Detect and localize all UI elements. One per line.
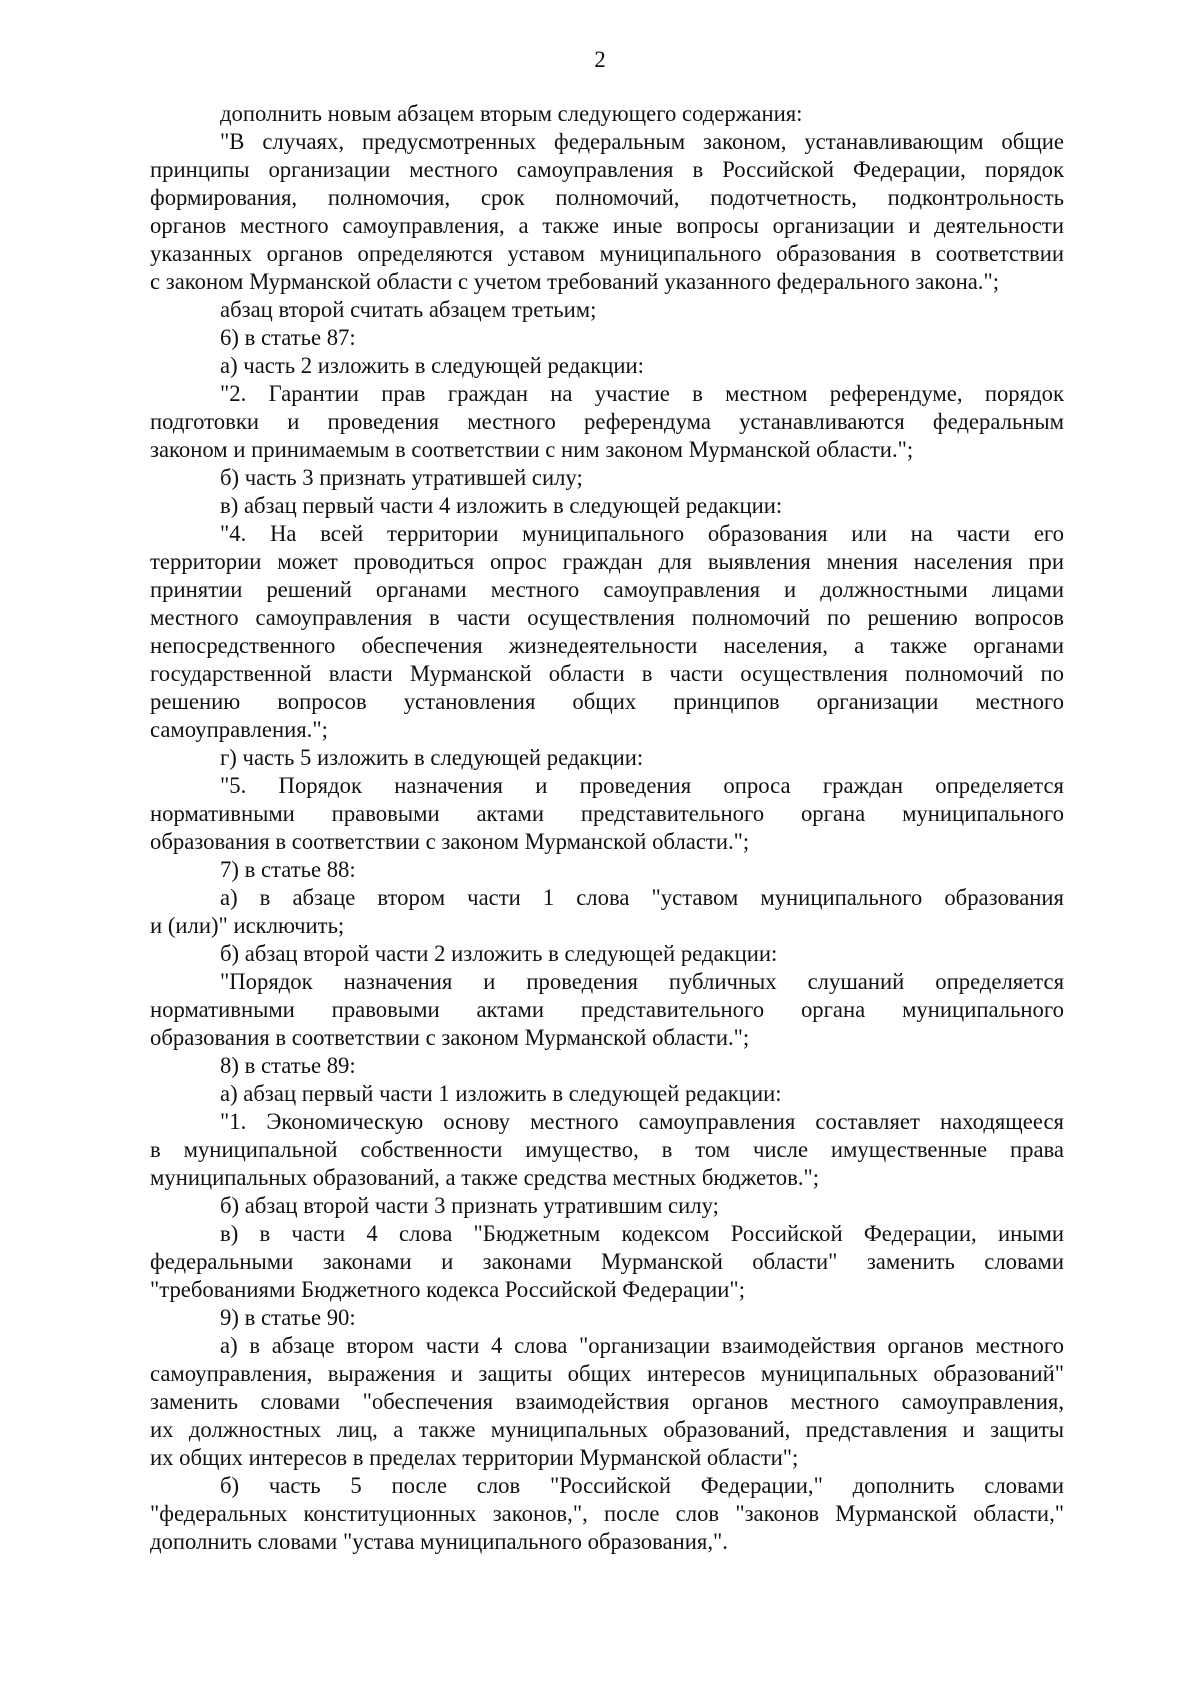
document-paragraph [150, 1108, 1064, 1192]
paragraph-line: территории может проводиться опрос граждан для выявления мнения населения при [150, 549, 1064, 574]
paragraph-line: "2. Гарантии прав граждан на участие в местном референдуме, порядок [220, 381, 1064, 406]
paragraph-line: 6) в статье 87: [220, 325, 356, 350]
document-paragraph [150, 352, 1064, 380]
document-body [150, 100, 1064, 1556]
paragraph-line: "требованиями Бюджетного кодекса Российской Федерации"; [150, 1277, 746, 1302]
paragraph-line: абзац второй считать абзацем третьим; [220, 297, 597, 322]
paragraph-line: б) часть 3 признать утратившей силу; [220, 465, 583, 490]
document-paragraph [150, 520, 1064, 744]
paragraph-line: б) абзац второй части 3 признать утратившим силу; [220, 1193, 719, 1218]
paragraph-line: их общих интересов в пределах территории Мурманской области"; [150, 1445, 799, 1470]
paragraph-line: самоуправления, выражения и защиты общих интересов муниципальных образований" [150, 1361, 1064, 1386]
paragraph-line: а) в абзаце втором части 1 слова "уставом муниципального образования [220, 885, 1064, 910]
paragraph-line: муниципальных образований, а также средства местных бюджетов."; [150, 1165, 820, 1190]
paragraph-line: дополнить новым абзацем вторым следующего содержания: [220, 101, 803, 126]
paragraph-line: "федеральных конституционных законов,", после слов "законов Мурманской области," [150, 1501, 1064, 1526]
paragraph-line: подготовки и проведения местного референдума устанавливаются федеральным [150, 409, 1064, 434]
paragraph-line: "Порядок назначения и проведения публичных слушаний определяется [220, 969, 1064, 994]
paragraph-line: законом и принимаемым в соответствии с ним законом Мурманской области."; [150, 437, 914, 462]
document-paragraph [150, 1052, 1064, 1080]
document-paragraph [150, 324, 1064, 352]
paragraph-line: непосредственного обеспечения жизнедеятельности населения, а также органами [150, 633, 1064, 658]
document-paragraph [150, 940, 1064, 968]
paragraph-line: самоуправления."; [150, 717, 328, 742]
paragraph-line: а) в абзаце втором части 4 слова "организации взаимодействия органов местного [220, 1333, 1064, 1358]
document-paragraph [150, 968, 1064, 1052]
document-paragraph [150, 1080, 1064, 1108]
document-paragraph [150, 100, 1064, 128]
document-paragraph [150, 380, 1064, 464]
paragraph-line: формирования, полномочия, срок полномочий, подотчетность, подконтрольность [150, 185, 1064, 210]
paragraph-line: "1. Экономическую основу местного самоуправления составляет находящееся [220, 1109, 1064, 1134]
paragraph-line: заменить словами "обеспечения взаимодействия органов местного самоуправления, [150, 1389, 1064, 1414]
document-paragraph [150, 772, 1064, 856]
paragraph-line: местного самоуправления в части осуществления полномочий по решению вопросов [150, 605, 1064, 630]
document-paragraph [150, 744, 1064, 772]
paragraph-line: 8) в статье 89: [220, 1053, 356, 1078]
document-paragraph [150, 464, 1064, 492]
paragraph-line: дополнить словами "устава муниципального образования,". [150, 1529, 728, 1554]
paragraph-line: в) абзац первый части 4 изложить в следующей редакции: [220, 493, 783, 518]
document-paragraph [150, 1220, 1064, 1304]
paragraph-line: "4. На всей территории муниципального образования или на части его [220, 521, 1064, 546]
paragraph-line: "5. Порядок назначения и проведения опроса граждан определяется [220, 773, 1064, 798]
document-paragraph [150, 296, 1064, 324]
paragraph-line: б) абзац второй части 2 изложить в следующей редакции: [220, 941, 778, 966]
paragraph-line: принятии решений органами местного самоуправления и должностными лицами [150, 577, 1064, 602]
document-paragraph [150, 128, 1064, 296]
paragraph-line: в) в части 4 слова "Бюджетным кодексом Российской Федерации, иными [220, 1221, 1064, 1246]
document-paragraph [150, 1332, 1064, 1472]
document-paragraph [150, 1472, 1064, 1556]
paragraph-line: г) часть 5 изложить в следующей редакции: [220, 745, 644, 770]
page-number: 2 [594, 47, 606, 72]
paragraph-line: 7) в статье 88: [220, 857, 356, 882]
paragraph-line: и (или)" исключить; [150, 913, 345, 938]
document-paragraph [150, 1304, 1064, 1332]
paragraph-line: а) часть 2 изложить в следующей редакции: [220, 353, 644, 378]
paragraph-line: указанных органов определяются уставом муниципального образования в соответствии [150, 241, 1064, 266]
paragraph-line: принципы организации местного самоуправления в Российской Федерации, порядок [150, 157, 1064, 182]
paragraph-line: 9) в статье 90: [220, 1305, 356, 1330]
paragraph-line: органов местного самоуправления, а также иные вопросы организации и деятельности [150, 213, 1064, 238]
paragraph-line: "В случаях, предусмотренных федеральным законом, устанавливающим общие [220, 129, 1064, 154]
paragraph-line: образования в соответствии с законом Мурманской области."; [150, 829, 750, 854]
paragraph-line: с законом Мурманской области с учетом требований указанного федерального закона."; [150, 269, 1000, 294]
paragraph-line: нормативными правовыми актами представительного органа муниципального [150, 801, 1064, 826]
paragraph-line: образования в соответствии с законом Мурманской области."; [150, 1025, 750, 1050]
paragraph-line: а) абзац первый части 1 изложить в следующей редакции: [220, 1081, 782, 1106]
document-paragraph [150, 492, 1064, 520]
document-paragraph [150, 856, 1064, 884]
paragraph-line: решению вопросов установления общих принципов организации местного [150, 689, 1064, 714]
paragraph-line: в муниципальной собственности имущество, в том числе имущественные права [150, 1137, 1064, 1162]
paragraph-line: государственной власти Мурманской области в части осуществления полномочий по [150, 661, 1064, 686]
paragraph-line: их должностных лиц, а также муниципальных образований, представления и защиты [150, 1417, 1064, 1442]
document-paragraph [150, 884, 1064, 940]
paragraph-line: нормативными правовыми актами представительного органа муниципального [150, 997, 1064, 1022]
paragraph-line: б) часть 5 после слов "Российской Федерации," дополнить словами [220, 1473, 1064, 1498]
document-paragraph [150, 1192, 1064, 1220]
paragraph-line: федеральными законами и законами Мурманской области" заменить словами [150, 1249, 1064, 1274]
